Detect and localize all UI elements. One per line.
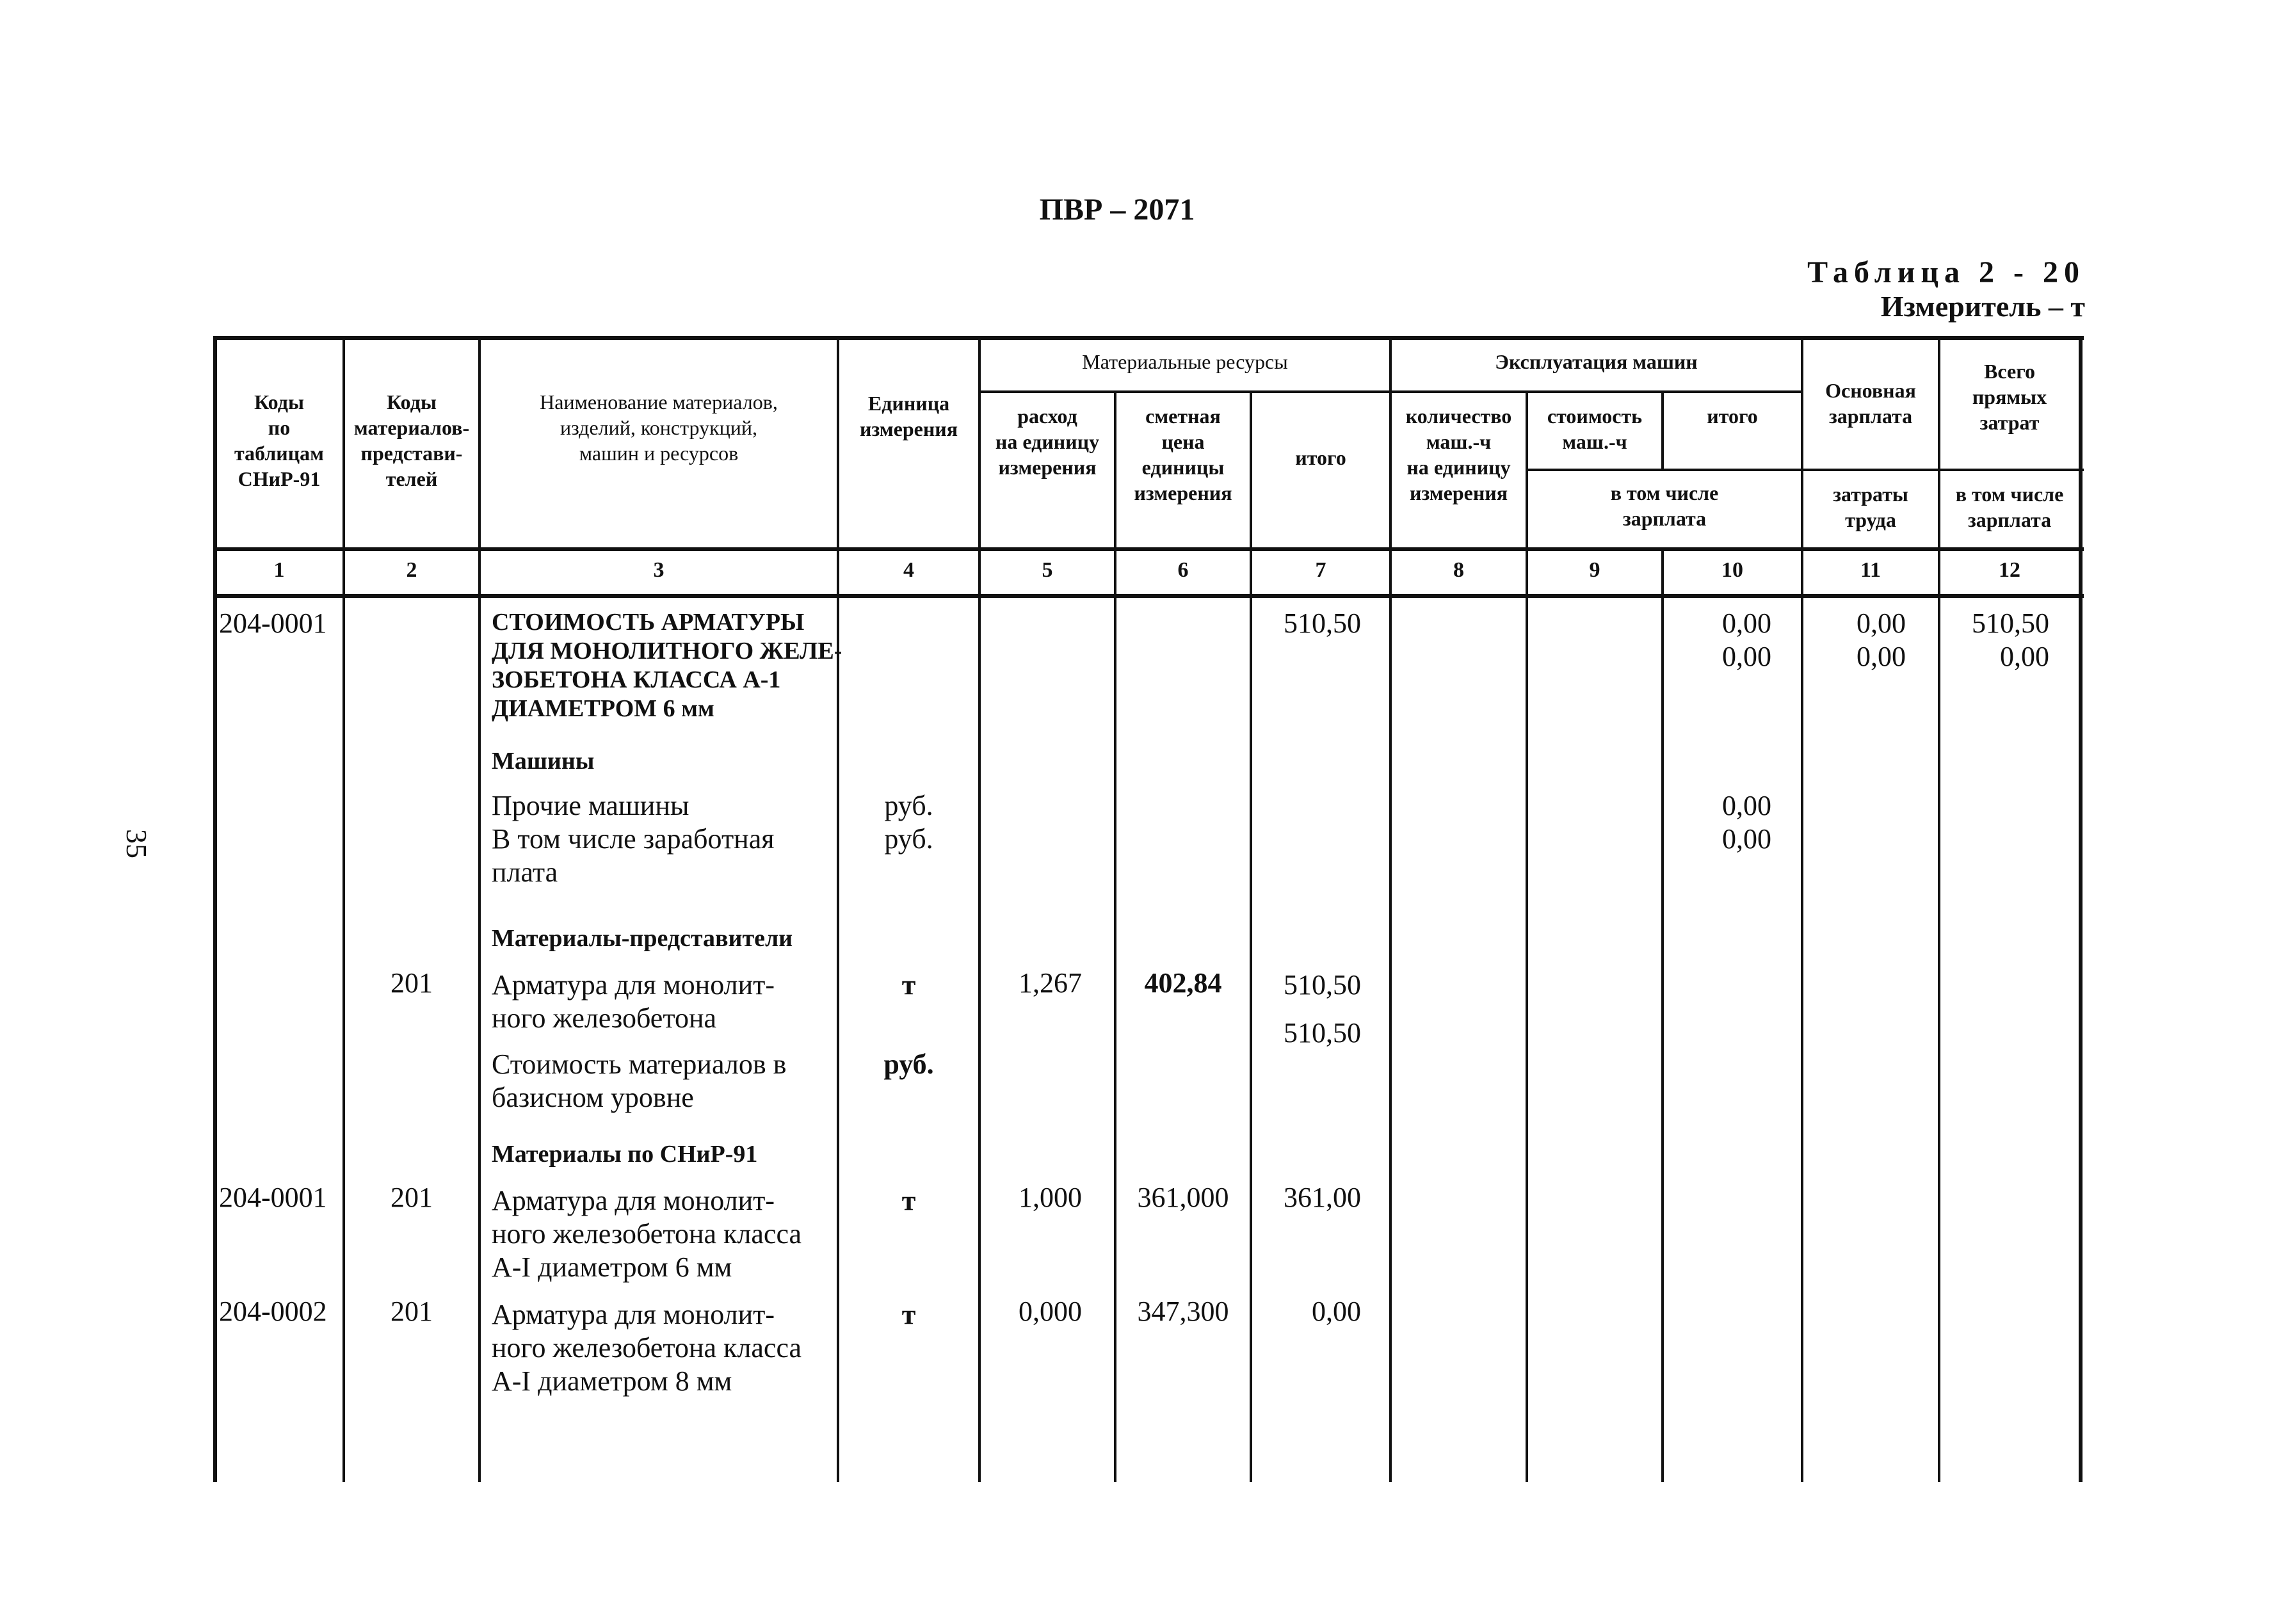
- column-number: 10: [1721, 558, 1743, 582]
- rep-consumption: 1,267: [1019, 967, 1082, 999]
- grid-col-line: [213, 336, 217, 1482]
- grid-col-line: [1526, 390, 1528, 1482]
- table-label: Таблица 2 - 20: [1807, 255, 2085, 289]
- header-total-direct: Всего прямых затрат: [1972, 360, 2047, 434]
- snir1-unit: т: [901, 1185, 916, 1216]
- snir2-code: 204-0002: [219, 1296, 327, 1327]
- header-machine-hours: количество маш.-ч на единицу измерения: [1405, 405, 1512, 504]
- grid-col-line: [1661, 547, 1664, 1482]
- header-material-total: итого: [1295, 446, 1346, 469]
- snir2-unit: т: [901, 1299, 916, 1330]
- column-number: 2: [406, 558, 417, 582]
- cost-unit: руб.: [883, 1049, 934, 1080]
- page-number: 35: [120, 829, 153, 858]
- document-title: ПВР – 2071: [1039, 193, 1195, 227]
- header-estimated-price: сметная цена единицы измерения: [1134, 405, 1232, 504]
- snir1-name: Арматура для монолит- ного железобетона класса А-I диаметром 6 мм: [492, 1185, 802, 1283]
- header-total-salary: в том числе зарплата: [1955, 483, 2064, 531]
- grid-sub-divider: [1527, 469, 2084, 471]
- snir2-consumption: 0,000: [1019, 1296, 1082, 1327]
- representatives-section-title: Материалы-представители: [492, 925, 793, 952]
- rep-unit: т: [901, 969, 916, 1001]
- machines-units: руб. руб.: [884, 790, 933, 855]
- snir-section-title: Материалы по СНиР-91: [492, 1141, 758, 1168]
- main-material-total: 510,50: [1284, 607, 1361, 639]
- column-number: 12: [1999, 558, 2020, 582]
- header-material-resources: Материальные ресурсы: [1082, 350, 1288, 373]
- measure-unit: Измеритель – т: [1880, 290, 2085, 323]
- header-codes-snir: Коды по таблицам СНиР-91: [234, 390, 324, 490]
- column-number: 3: [653, 558, 665, 582]
- column-number: 5: [1042, 558, 1053, 582]
- snir2-rep-code: 201: [391, 1296, 433, 1327]
- main-total-direct: 510,50 0,00: [1972, 607, 2049, 672]
- snir1-rep-code: 201: [391, 1182, 433, 1213]
- header-name: Наименование материалов, изделий, конструкций, машин и ресурсов: [540, 390, 778, 465]
- snir1-consumption: 1,000: [1019, 1182, 1082, 1213]
- header-machine-operation: Эксплуатация машин: [1495, 350, 1698, 373]
- grid-header-bottom: [214, 547, 2084, 551]
- main-base-salary: 0,00 0,00: [1857, 607, 1906, 672]
- header-machine-hour-cost: стоимость маш.-ч: [1547, 405, 1643, 453]
- grid-top: [214, 336, 2084, 340]
- header-machine-salary: в том числе зарплата: [1610, 481, 1719, 530]
- cost-total: 510,50: [1284, 1017, 1361, 1049]
- column-number: 9: [1589, 558, 1600, 582]
- column-number: 7: [1315, 558, 1326, 582]
- cost-name: Стоимость материалов в базисном уровне: [492, 1049, 787, 1113]
- header-consumption: расход на единицу измерения: [995, 405, 1100, 479]
- column-number: 11: [1860, 558, 1881, 582]
- header-codes-representatives: Коды материалов- представи- телей: [353, 390, 470, 490]
- grid-col-line: [1661, 390, 1664, 469]
- machines-names: Прочие машины В том числе заработная плата: [492, 790, 775, 888]
- rep-name: Арматура для монолит- ного железобетона: [492, 969, 775, 1034]
- grid-col-line: [2079, 336, 2083, 1482]
- rep-code: 201: [391, 967, 433, 999]
- grid-numbers-bottom: [214, 594, 2084, 598]
- header-base-salary: Основная зарплата: [1825, 379, 1916, 428]
- snir2-name: Арматура для монолит- ного железобетона класса А-I диаметром 8 мм: [492, 1299, 802, 1397]
- column-number: 8: [1453, 558, 1464, 582]
- column-number: 6: [1177, 558, 1189, 582]
- snir2-total: 0,00: [1312, 1296, 1361, 1327]
- snir1-price: 361,000: [1137, 1182, 1229, 1213]
- column-number: 1: [273, 558, 285, 582]
- machines-section-title: Машины: [492, 748, 595, 775]
- snir1-code: 204-0001: [219, 1182, 327, 1213]
- main-name: СТОИМОСТЬ АРМАТУРЫ ДЛЯ МОНОЛИТНОГО ЖЕЛЕ- ЗОБЕТОНА КЛАССА А-1 ДИАМЕТРОМ 6 мм: [492, 609, 842, 722]
- snir1-total: 361,00: [1284, 1182, 1361, 1213]
- main-machine-total: 0,00 0,00: [1722, 607, 1771, 672]
- header-machine-total: итого: [1707, 405, 1758, 428]
- machines-totals: 0,00 0,00: [1722, 790, 1771, 855]
- header-labor-costs: затраты труда: [1833, 483, 1908, 531]
- grid-col-line: [478, 336, 481, 1482]
- header-unit: Единица измерения: [859, 392, 958, 440]
- rep-total: 510,50: [1284, 969, 1361, 1001]
- rep-price: 402,84: [1144, 967, 1222, 999]
- grid-col-line: [1389, 336, 1392, 1482]
- main-code: 204-0001: [219, 607, 327, 639]
- column-number: 4: [903, 558, 914, 582]
- snir2-price: 347,300: [1137, 1296, 1229, 1327]
